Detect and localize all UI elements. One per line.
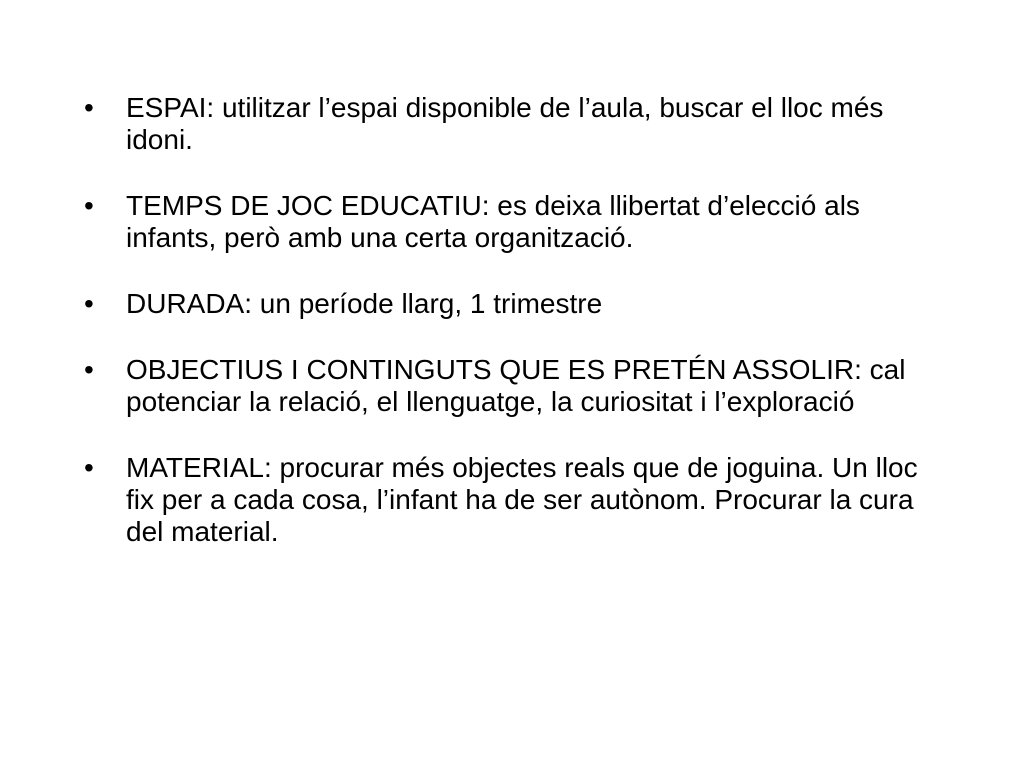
bullet-item-espai bbox=[84, 92, 944, 156]
bullet-item-objectius bbox=[84, 354, 944, 418]
bullet-item-temps bbox=[84, 190, 944, 254]
bullet-item-durada bbox=[84, 288, 944, 320]
bullet-text: TEMPS DE JOC EDUCATIU: es deixa llibertat d’elecció als infants, però amb una certa organització. bbox=[126, 190, 860, 253]
bullet-icon: • bbox=[84, 452, 94, 483]
bullet-list bbox=[84, 92, 944, 548]
bullet-icon: • bbox=[84, 190, 94, 221]
bullet-icon: • bbox=[84, 92, 94, 123]
bullet-text: DURADA: un període llarg, 1 trimestre bbox=[126, 288, 603, 319]
bullet-text: OBJECTIUS I CONTINGUTS QUE ES PRETÉN ASSOLIR: cal potenciar la relació, el llenguatge, la curiositat i l’exploració bbox=[126, 354, 906, 417]
bullet-icon: • bbox=[84, 288, 94, 319]
bullet-text: ESPAI: utilitzar l’espai disponible de l’aula, buscar el lloc més idoni. bbox=[126, 92, 884, 155]
bullet-icon: • bbox=[84, 354, 94, 385]
bullet-item-material bbox=[84, 452, 944, 548]
bullet-text: MATERIAL: procurar més objectes reals que de joguina. Un lloc fix per a cada cosa, l’infant ha de ser autònom. Procurar la cura del material. bbox=[126, 452, 918, 547]
